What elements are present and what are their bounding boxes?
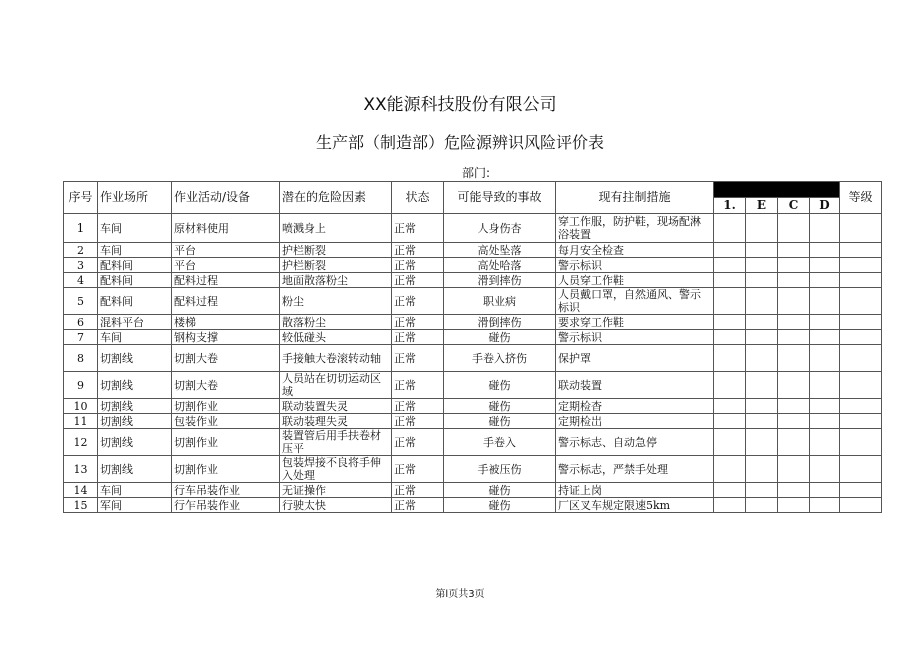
cell-state: 正常: [392, 214, 444, 243]
cell-d: [810, 258, 840, 273]
cell-accident: 手卷入: [444, 429, 556, 456]
cell-state: 正常: [392, 273, 444, 288]
cell-no: 4: [64, 273, 98, 288]
cell-control: 警示标志，严禁手处理: [556, 456, 714, 483]
cell-accident: 碰伤: [444, 399, 556, 414]
cell-accident: 职业病: [444, 288, 556, 315]
cell-activity: 平台: [172, 258, 280, 273]
cell-l: [714, 315, 746, 330]
page-number: 第l页共3页: [435, 589, 485, 600]
cell-control: 人员穿工作鞋: [556, 273, 714, 288]
cell-e: [746, 399, 778, 414]
cell-no: 14: [64, 483, 98, 498]
company-name: XX能源科技股份有限公司: [363, 95, 557, 115]
cell-e: [746, 456, 778, 483]
table-row: [64, 214, 882, 243]
table-row: [64, 243, 882, 258]
cell-hazard: 较低碰头: [280, 330, 392, 345]
document-title: 生产部（制造部）危险源辨识风险评价表: [315, 133, 604, 152]
cell-state: 正常: [392, 399, 444, 414]
cell-d: [810, 330, 840, 345]
cell-activity: 切割作业: [172, 429, 280, 456]
cell-activity: 配料过程: [172, 288, 280, 315]
cell-place: 军间: [98, 498, 172, 513]
cell-grade: [840, 498, 882, 513]
cell-grade: [840, 214, 882, 243]
cell-grade: [840, 345, 882, 372]
cell-activity: 切割大卷: [172, 345, 280, 372]
cell-place: 配料间: [98, 258, 172, 273]
cell-hazard: 装置管后用手扶卷材压平: [280, 429, 392, 456]
cell-control: 定期检岀: [556, 414, 714, 429]
cell-accident: 碰伤: [444, 483, 556, 498]
header-l: 1.: [714, 198, 746, 214]
cell-control: 联动装置: [556, 372, 714, 399]
cell-state: 正常: [392, 483, 444, 498]
cell-e: [746, 330, 778, 345]
cell-hazard: 护栏断裂: [280, 243, 392, 258]
cell-e: [746, 429, 778, 456]
cell-control: 保护罩: [556, 345, 714, 372]
cell-d: [810, 456, 840, 483]
cell-place: 切割线: [98, 372, 172, 399]
cell-activity: 平台: [172, 243, 280, 258]
cell-grade: [840, 456, 882, 483]
header-d: D: [810, 198, 840, 214]
cell-l: [714, 345, 746, 372]
cell-accident: 高处哈落: [444, 258, 556, 273]
lecd-header-bar: [714, 182, 840, 198]
cell-e: [746, 483, 778, 498]
table-row: [64, 258, 882, 273]
table-row: [64, 330, 882, 345]
cell-hazard: 手接触大卷滚转动轴: [280, 345, 392, 372]
cell-c: [778, 399, 810, 414]
cell-accident: 碰伤: [444, 414, 556, 429]
cell-state: 正常: [392, 315, 444, 330]
cell-c: [778, 498, 810, 513]
header-c: C: [778, 198, 810, 214]
cell-place: 车间: [98, 330, 172, 345]
table-row: [64, 456, 882, 483]
cell-accident: 高处坠落: [444, 243, 556, 258]
cell-place: 车间: [98, 214, 172, 243]
cell-d: [810, 483, 840, 498]
cell-grade: [840, 330, 882, 345]
cell-c: [778, 429, 810, 456]
cell-activity: 楼梯: [172, 315, 280, 330]
header-hazard: 潜在的危险因素: [280, 182, 392, 214]
cell-no: 12: [64, 429, 98, 456]
table-row: [64, 414, 882, 429]
cell-c: [778, 483, 810, 498]
cell-no: 1: [64, 214, 98, 243]
cell-hazard: 联动装置失灵: [280, 399, 392, 414]
table-row: [64, 372, 882, 399]
table-body: [64, 214, 882, 513]
header-control: 现有拄制措施: [556, 182, 714, 214]
cell-state: 正常: [392, 372, 444, 399]
cell-e: [746, 288, 778, 315]
cell-d: [810, 214, 840, 243]
cell-grade: [840, 273, 882, 288]
cell-e: [746, 214, 778, 243]
cell-e: [746, 243, 778, 258]
table-row: [64, 273, 882, 288]
cell-control: 穿工作服，防护鞋，现场配淋浴装置: [556, 214, 714, 243]
cell-d: [810, 414, 840, 429]
cell-no: 10: [64, 399, 98, 414]
cell-e: [746, 498, 778, 513]
cell-no: 5: [64, 288, 98, 315]
cell-grade: [840, 483, 882, 498]
cell-grade: [840, 243, 882, 258]
cell-l: [714, 243, 746, 258]
cell-activity: 行车吊装作业: [172, 483, 280, 498]
cell-control: 厂区叉车规定限速5km: [556, 498, 714, 513]
cell-grade: [840, 372, 882, 399]
cell-l: [714, 273, 746, 288]
cell-d: [810, 399, 840, 414]
cell-d: [810, 498, 840, 513]
cell-control: 警示标识: [556, 330, 714, 345]
cell-hazard: 散落粉尘: [280, 315, 392, 330]
cell-control: 每月安全检查: [556, 243, 714, 258]
header-state: 状态: [392, 182, 444, 214]
cell-hazard: 护栏断裂: [280, 258, 392, 273]
cell-no: 11: [64, 414, 98, 429]
cell-l: [714, 258, 746, 273]
cell-state: 正常: [392, 345, 444, 372]
cell-l: [714, 372, 746, 399]
cell-accident: 手卷入挤伤: [444, 345, 556, 372]
cell-c: [778, 414, 810, 429]
cell-place: 混料平台: [98, 315, 172, 330]
cell-grade: [840, 399, 882, 414]
cell-e: [746, 273, 778, 288]
cell-place: 切割线: [98, 429, 172, 456]
table-row: [64, 315, 882, 330]
cell-e: [746, 315, 778, 330]
cell-c: [778, 372, 810, 399]
cell-no: 7: [64, 330, 98, 345]
cell-no: 2: [64, 243, 98, 258]
cell-control: 人员戴口罩，自然通风、警示标识: [556, 288, 714, 315]
cell-grade: [840, 429, 882, 456]
cell-place: 车间: [98, 483, 172, 498]
cell-c: [778, 258, 810, 273]
header-grade: 等级: [840, 182, 882, 214]
cell-control: 定期检杳: [556, 399, 714, 414]
cell-hazard: 行驶太快: [280, 498, 392, 513]
cell-activity: 切割大卷: [172, 372, 280, 399]
cell-e: [746, 414, 778, 429]
cell-control: 要求穿工作鞋: [556, 315, 714, 330]
header-no: 序号: [64, 182, 98, 214]
cell-l: [714, 483, 746, 498]
cell-d: [810, 372, 840, 399]
cell-hazard: 地面散落粉尘: [280, 273, 392, 288]
table-row: [64, 429, 882, 456]
cell-hazard: 人员站在切切运动区域: [280, 372, 392, 399]
cell-e: [746, 345, 778, 372]
cell-place: 切割线: [98, 456, 172, 483]
cell-place: 配料间: [98, 288, 172, 315]
risk-assessment-table: [63, 181, 882, 513]
cell-d: [810, 243, 840, 258]
cell-activity: 切割作业: [172, 456, 280, 483]
department-label: 部门:: [462, 166, 491, 180]
cell-no: 6: [64, 315, 98, 330]
cell-activity: 钢构支撑: [172, 330, 280, 345]
cell-state: 正常: [392, 330, 444, 345]
header-accident: 可能导致的事故: [444, 182, 556, 214]
cell-state: 正常: [392, 243, 444, 258]
cell-l: [714, 429, 746, 456]
cell-d: [810, 345, 840, 372]
cell-accident: 碰伤: [444, 330, 556, 345]
cell-l: [714, 399, 746, 414]
cell-state: 正常: [392, 429, 444, 456]
cell-activity: 行乍吊装作业: [172, 498, 280, 513]
cell-state: 正常: [392, 456, 444, 483]
header-activity: 作业活动/设备: [172, 182, 280, 214]
cell-no: 9: [64, 372, 98, 399]
cell-d: [810, 315, 840, 330]
cell-hazard: 无证操作: [280, 483, 392, 498]
cell-state: 正常: [392, 288, 444, 315]
cell-l: [714, 214, 746, 243]
cell-c: [778, 243, 810, 258]
cell-l: [714, 456, 746, 483]
cell-state: 正常: [392, 258, 444, 273]
cell-l: [714, 414, 746, 429]
cell-grade: [840, 315, 882, 330]
cell-activity: 包装作业: [172, 414, 280, 429]
cell-c: [778, 315, 810, 330]
cell-c: [778, 456, 810, 483]
cell-accident: 碰伤: [444, 372, 556, 399]
cell-d: [810, 288, 840, 315]
cell-grade: [840, 414, 882, 429]
cell-e: [746, 372, 778, 399]
cell-d: [810, 273, 840, 288]
cell-accident: 人身伤杏: [444, 214, 556, 243]
cell-control: 警示标志、自动急停: [556, 429, 714, 456]
cell-control: 警示标识: [556, 258, 714, 273]
cell-c: [778, 288, 810, 315]
cell-control: 持证上岗: [556, 483, 714, 498]
cell-place: 切割线: [98, 345, 172, 372]
cell-l: [714, 498, 746, 513]
table-row: [64, 483, 882, 498]
cell-c: [778, 214, 810, 243]
table-row: [64, 399, 882, 414]
cell-no: 8: [64, 345, 98, 372]
cell-grade: [840, 258, 882, 273]
cell-hazard: 粉尘: [280, 288, 392, 315]
cell-e: [746, 258, 778, 273]
cell-c: [778, 330, 810, 345]
cell-l: [714, 330, 746, 345]
cell-accident: 滑到摔伤: [444, 273, 556, 288]
cell-hazard: 包装焊接不良将手伸入处理: [280, 456, 392, 483]
header-place: 作业场所: [98, 182, 172, 214]
cell-hazard: 喷溅身上: [280, 214, 392, 243]
header-e: E: [746, 198, 778, 214]
cell-l: [714, 288, 746, 315]
cell-place: 切割线: [98, 414, 172, 429]
cell-state: 正常: [392, 498, 444, 513]
table-row: [64, 345, 882, 372]
cell-grade: [840, 288, 882, 315]
cell-accident: 滑倒摔伤: [444, 315, 556, 330]
cell-no: 15: [64, 498, 98, 513]
cell-accident: 手被压伤: [444, 456, 556, 483]
cell-activity: 切割作业: [172, 399, 280, 414]
cell-c: [778, 273, 810, 288]
cell-c: [778, 345, 810, 372]
cell-hazard: 联动装理失灵: [280, 414, 392, 429]
cell-accident: 碰伤: [444, 498, 556, 513]
cell-place: 切割线: [98, 399, 172, 414]
table-row: [64, 498, 882, 513]
cell-place: 配料间: [98, 273, 172, 288]
cell-no: 13: [64, 456, 98, 483]
cell-no: 3: [64, 258, 98, 273]
table-row: [64, 288, 882, 315]
cell-state: 正常: [392, 414, 444, 429]
cell-d: [810, 429, 840, 456]
cell-activity: 原材料使用: [172, 214, 280, 243]
cell-place: 车间: [98, 243, 172, 258]
cell-activity: 配料过程: [172, 273, 280, 288]
